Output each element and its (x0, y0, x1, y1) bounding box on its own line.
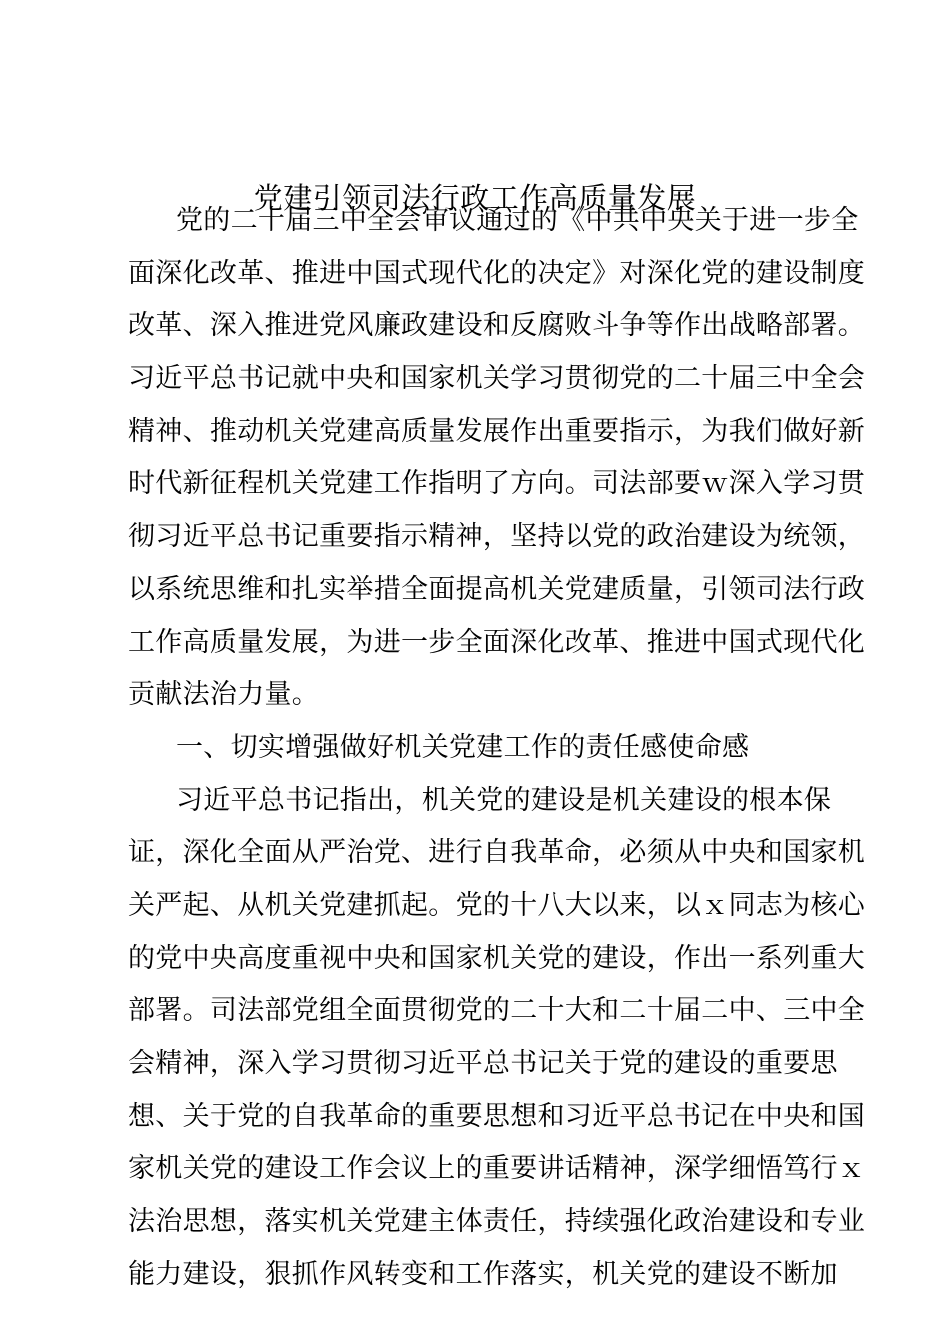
paragraph-line: 贡献法治力量。 (128, 679, 320, 711)
paragraph-line: 会精神，深入学习贯彻习近平总书记关于党的建设的重要思 (128, 1048, 838, 1079)
paragraph-line: 时代新征程机关党建工作指明了方向。司法部要ｗ深入学习贯 (128, 468, 866, 500)
paragraph-line: 彻习近平总书记重要指示精神，坚持以党的政治建设为统领， (128, 521, 866, 553)
document-body (128, 195, 866, 1301)
paragraph-line: 的党中央高度重视中央和国家机关党的建设，作出一系列重大 (128, 942, 866, 974)
paragraph-line: 面深化改革、推进中国式现代化的决定》对深化党的建设制度 (128, 257, 866, 289)
paragraph-line: 能力建设，狠抓作风转变和工作落实，机关党的建设不断加 (128, 1258, 838, 1290)
paragraph-line: 证，深化全面从严治党、进行自我革命，必须从中央和国家机 (128, 837, 866, 869)
paragraph-line: 部署。司法部党组全面贯彻党的二十大和二十届二中、三中全 (128, 995, 866, 1027)
paragraph-line: 关严起、从机关党建抓起。党的十八大以来，以ｘ同志为核心 (128, 889, 866, 921)
paragraph-line: 党的二十届三中全会审议通过的《中共中央关于进一步全 (176, 205, 859, 236)
paragraph-line: 习近平总书记指出，机关党的建设是机关建设的根本保 (176, 784, 832, 816)
paragraph-line: 想、关于党的自我革命的重要思想和习近平总书记在中央和国 (128, 1100, 866, 1132)
paragraph-line: 工作高质量发展，为进一步全面深化改革、推进中国式现代化 (128, 626, 866, 658)
paragraph-line: 习近平总书记就中央和国家机关学习贯彻党的二十届三中全会 (128, 363, 866, 395)
paragraph-line: 改革、深入推进党风廉政建设和反腐败斗争等作出战略部署。 (128, 310, 866, 342)
paragraph-line: 家机关党的建设工作会议上的重要讲话精神，深学细悟笃行ｘ (128, 1153, 866, 1185)
paragraph-line: 精神、推动机关党建高质量发展作出重要指示，为我们做好新 (128, 415, 866, 447)
document-title: 党建引领司法行政工作高质量发展 (253, 181, 697, 215)
paragraph-line: 以系统思维和扎实举措全面提高机关党建质量，引领司法行政 (128, 573, 866, 605)
paragraph-line: 法治思想，落实机关党建主体责任，持续强化政治建设和专业 (128, 1206, 866, 1238)
section-heading: 一、切实增强做好机关党建工作的责任感使命感 (176, 731, 750, 763)
